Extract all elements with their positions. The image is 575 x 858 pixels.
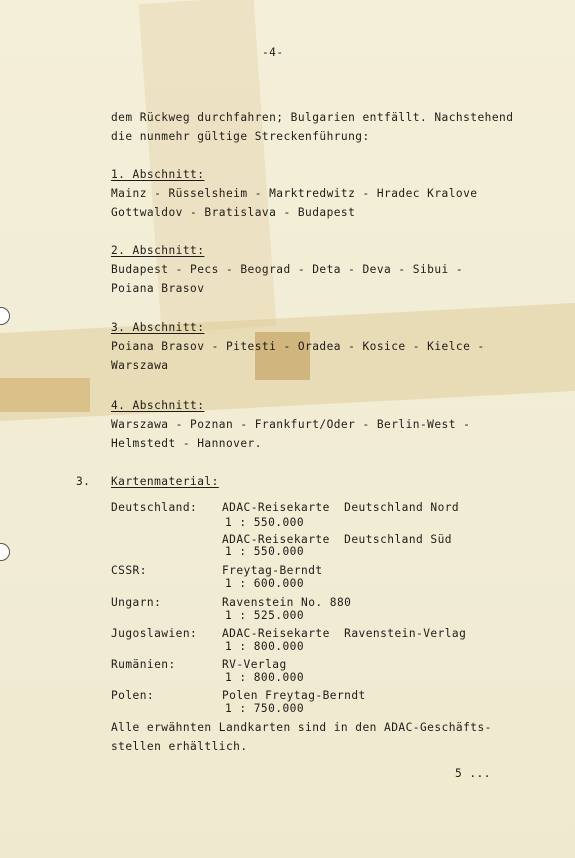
maps-heading: Kartenmaterial: <box>111 475 219 488</box>
route-line: Warszawa <box>111 359 169 372</box>
item-number: 3. <box>76 475 91 488</box>
tape-strip <box>0 378 90 412</box>
route-line: Gottwaldov - Bratislava - Budapest <box>111 206 356 219</box>
map-country: Polen: <box>111 689 155 702</box>
route-line: Warszawa - Poznan - Frankfurt/Oder - Berlin-West - <box>111 418 471 431</box>
map-scale: 1 : 750.000 <box>225 702 305 715</box>
route-line: Poiana Brasov <box>111 282 205 295</box>
map-country: Rumänien: <box>111 658 176 671</box>
page-number: -4- <box>262 46 284 59</box>
map-country: Ungarn: <box>111 596 162 609</box>
route-line: Poiana Brasov - Pitesti - Oradea - Kosice - Kielce - <box>111 340 485 353</box>
note-line: stellen erhältlich. <box>111 740 248 753</box>
section-heading: 4. Abschnitt: <box>111 399 205 412</box>
map-scale: 1 : 550.000 <box>225 545 305 558</box>
map-scale: 1 : 600.000 <box>225 577 305 590</box>
map-country: Deutschland: <box>111 501 198 514</box>
map-title: Polen Freytag-Berndt <box>222 689 366 702</box>
map-scale: 1 : 550.000 <box>225 516 305 529</box>
map-title: ADAC-Reisekarte Ravenstein-Verlag <box>222 627 467 640</box>
intro-line: die nunmehr gültige Streckenführung: <box>111 130 370 143</box>
map-title: Ravenstein No. 880 <box>222 596 352 609</box>
map-scale: 1 : 800.000 <box>225 640 305 653</box>
map-scale: 1 : 800.000 <box>225 671 305 684</box>
map-title: RV-Verlag <box>222 658 287 671</box>
map-title: ADAC-Reisekarte Deutschland Süd <box>222 533 452 546</box>
route-line: Mainz - Rüsselsheim - Marktredwitz - Hradec Kralove <box>111 187 478 200</box>
continuation-marker: 5 ... <box>455 767 491 780</box>
section-heading: 3. Abschnitt: <box>111 321 205 334</box>
map-title: Freytag-Berndt <box>222 564 323 577</box>
route-line: Budapest - Pecs - Beograd - Deta - Deva - Sibui - <box>111 263 464 276</box>
map-scale: 1 : 525.000 <box>225 609 305 622</box>
map-country: CSSR: <box>111 564 147 577</box>
map-title: ADAC-Reisekarte Deutschland Nord <box>222 501 460 514</box>
note-line: Alle erwähnten Landkarten sind in den ADAC-Geschäfts- <box>111 721 492 734</box>
intro-line: dem Rückweg durchfahren; Bulgarien entfällt. Nachstehend <box>111 111 514 124</box>
section-heading: 1. Abschnitt: <box>111 168 205 181</box>
map-country: Jugoslawien: <box>111 627 198 640</box>
section-heading: 2. Abschnitt: <box>111 244 205 257</box>
route-line: Helmstedt - Hannover. <box>111 437 262 450</box>
